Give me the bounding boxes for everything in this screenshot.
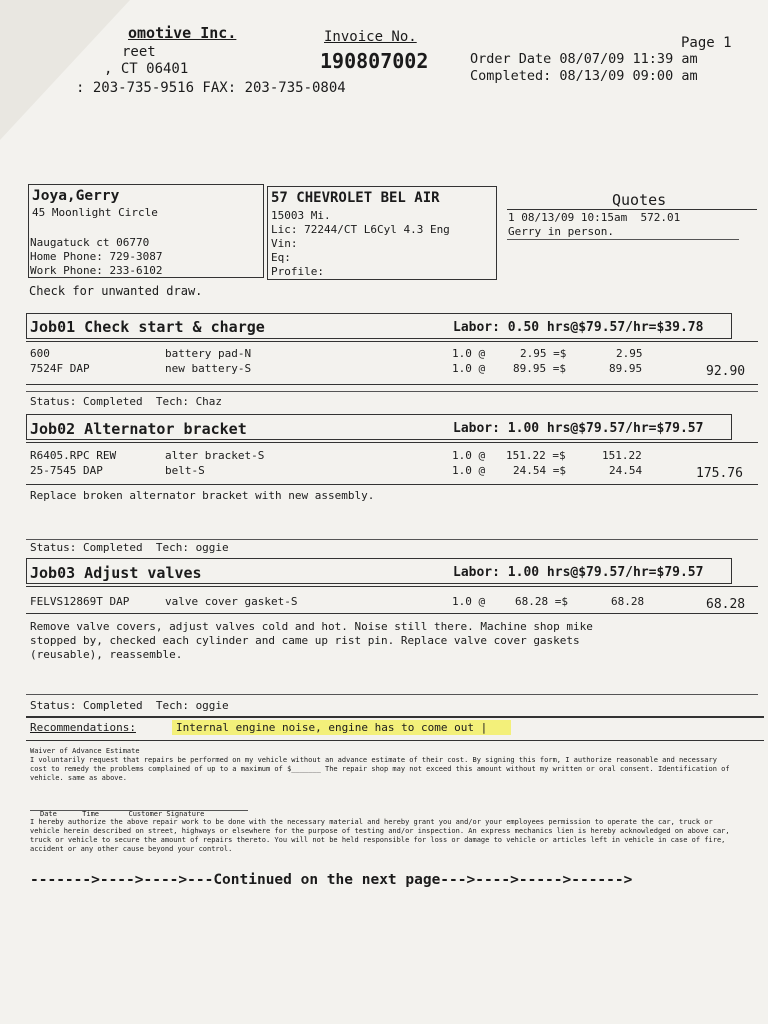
customer-city: Naugatuck ct 06770 xyxy=(30,236,150,249)
job01-rule xyxy=(26,341,758,342)
vehicle-model: 57 CHEVROLET BEL AIR xyxy=(271,190,440,206)
vehicle-miles: 15003 Mi. xyxy=(271,209,331,222)
quotes-title: Quotes xyxy=(612,191,667,209)
part-description: battery pad-N xyxy=(165,347,252,360)
quote-line-1: 1 08/13/09 10:15am 572.01 xyxy=(508,211,681,224)
part-price: 24.54 =$ xyxy=(513,464,566,477)
job02-rule-2 xyxy=(26,484,758,485)
part-extended: 2.95 xyxy=(616,347,643,360)
vehicle-vin: Vin: xyxy=(271,237,298,250)
customer-address: 45 Moonlight Circle xyxy=(32,206,158,219)
part-description: new battery-S xyxy=(165,362,252,375)
job03-notes-line-1: Remove valve covers, adjust valves cold and hot. Noise still there. Machine shop mike xyxy=(30,620,593,633)
job02-total: 175.76 xyxy=(696,466,743,481)
company-phone-fax: : 203-735-9516 FAX: 203-735-0804 xyxy=(76,80,346,96)
job03-rule-3 xyxy=(26,694,758,695)
part-qty: 1.0 @ xyxy=(452,595,486,608)
job02-rule xyxy=(26,442,758,443)
customer-concern: Check for unwanted draw. xyxy=(29,284,203,298)
invoice-label: Invoice No. xyxy=(324,29,417,45)
company-city: , CT 06401 xyxy=(104,61,189,77)
quotes-rule-2 xyxy=(507,239,739,240)
job01-total: 92.90 xyxy=(706,364,746,379)
invoice-number: 190807002 xyxy=(320,49,429,73)
completed-date: Completed: 08/13/09 09:00 am xyxy=(470,68,698,84)
customer-work-phone: Work Phone: 233-6102 xyxy=(30,264,163,277)
job03-notes-line-2: stopped by, checked each cylinder and came up rist pin. Replace valve cover gaskets xyxy=(30,634,580,647)
quotes-rule xyxy=(507,209,757,210)
vehicle-profile: Profile: xyxy=(271,265,324,278)
part-extended: 89.95 xyxy=(609,362,643,375)
job02-title: Job02 Alternator bracket xyxy=(30,420,247,438)
page-number: Page 1 xyxy=(681,35,732,51)
vehicle-eq: Eq: xyxy=(271,251,291,264)
job03-rule xyxy=(26,586,758,587)
part-qty: 1.0 @ xyxy=(452,362,486,375)
part-qty: 1.0 @ xyxy=(452,347,486,360)
job02-rule-3 xyxy=(26,539,758,540)
part-price: 2.95 =$ xyxy=(520,347,567,360)
part-number: 7524F DAP xyxy=(30,362,90,375)
job02-status: Status: Completed Tech: oggie xyxy=(30,541,229,554)
part-price: 68.28 =$ xyxy=(515,595,568,608)
vehicle-lic: Lic: 72244/CT L6Cyl 4.3 Eng xyxy=(271,223,450,236)
part-price: 151.22 =$ xyxy=(506,449,566,462)
part-description: belt-S xyxy=(165,464,205,477)
part-price: 89.95 =$ xyxy=(513,362,566,375)
job01-status: Status: Completed Tech: Chaz xyxy=(30,395,223,408)
part-qty: 1.0 @ xyxy=(452,449,486,462)
job03-total: 68.28 xyxy=(706,597,746,612)
part-extended: 68.28 xyxy=(611,595,645,608)
recommendations-rule xyxy=(26,740,764,741)
part-number: 600 xyxy=(30,347,50,360)
job01-rule-2 xyxy=(26,384,758,385)
waiver-title: Waiver of Advance Estimate xyxy=(30,747,140,755)
part-number: 25-7545 DAP xyxy=(30,464,103,477)
part-extended: 24.54 xyxy=(609,464,643,477)
part-number: FELVS12869T DAP xyxy=(30,595,130,608)
status-rule xyxy=(26,716,764,718)
part-qty: 1.0 @ xyxy=(452,464,486,477)
recommendations-label: Recommendations: xyxy=(30,721,136,734)
signature-header: Date Time Customer Signature xyxy=(40,810,205,818)
job03-status: Status: Completed Tech: oggie xyxy=(30,699,229,712)
recommendations-text: Internal engine noise, engine has to come out | xyxy=(172,720,511,735)
part-extended: 151.22 xyxy=(602,449,642,462)
part-description: alter bracket-S xyxy=(165,449,265,462)
part-number: R6405.RPC REW xyxy=(30,449,117,462)
quote-line-2: Gerry in person. xyxy=(508,225,614,238)
part-description: valve cover gasket-S xyxy=(165,595,298,608)
customer-home-phone: Home Phone: 729-3087 xyxy=(30,250,163,263)
job03-rule-2 xyxy=(26,613,758,614)
authorization-body: I hereby authorize the above repair work to be done with the necessary material and hereby grant you and/or your employees permission to operate the car, truck or vehicle herein described on street, highways or elsewhere for the purpose of testing and/or inspection. An express mechanics lien is hereby acknowledged on above car, truck or vehicle to secure the amount of repairs thereto. You will not be held responsible for loss or damage to vehicle or articles left in vehicle in case of fire, accident or any other cause beyond your control. xyxy=(30,818,730,853)
job02-labor: Labor: 1.00 hrs@$79.57/hr=$79.57 xyxy=(453,421,704,436)
job01-labor: Labor: 0.50 hrs@$79.57/hr=$39.78 xyxy=(453,320,704,335)
job01-title: Job01 Check start & charge xyxy=(30,318,265,336)
job01-rule-3 xyxy=(26,391,758,392)
waiver-body: I voluntarily request that repairs be performed on my vehicle without an advance estimate of their cost. By signing this form, I authorize reasonable and necessary cost to remedy the problems complained of up to a maximum of $_______ The repair shop may not exceed this amount without my written or oral consent. Identification of vehicle. same as above. xyxy=(30,756,730,782)
order-date: Order Date 08/07/09 11:39 am xyxy=(470,51,698,67)
company-street: reet xyxy=(122,44,156,60)
job03-title: Job03 Adjust valves xyxy=(30,564,202,582)
job03-labor: Labor: 1.00 hrs@$79.57/hr=$79.57 xyxy=(453,565,704,580)
customer-name: Joya,Gerry xyxy=(32,188,120,204)
company-name: omotive Inc. xyxy=(128,24,237,42)
job02-notes: Replace broken alternator bracket with new assembly. xyxy=(30,489,375,502)
job03-notes-line-3: (reusable), reassemble. xyxy=(30,648,183,661)
continued-footer: ------->---->---->---Continued on the next page--->---->----->------> xyxy=(30,872,633,888)
